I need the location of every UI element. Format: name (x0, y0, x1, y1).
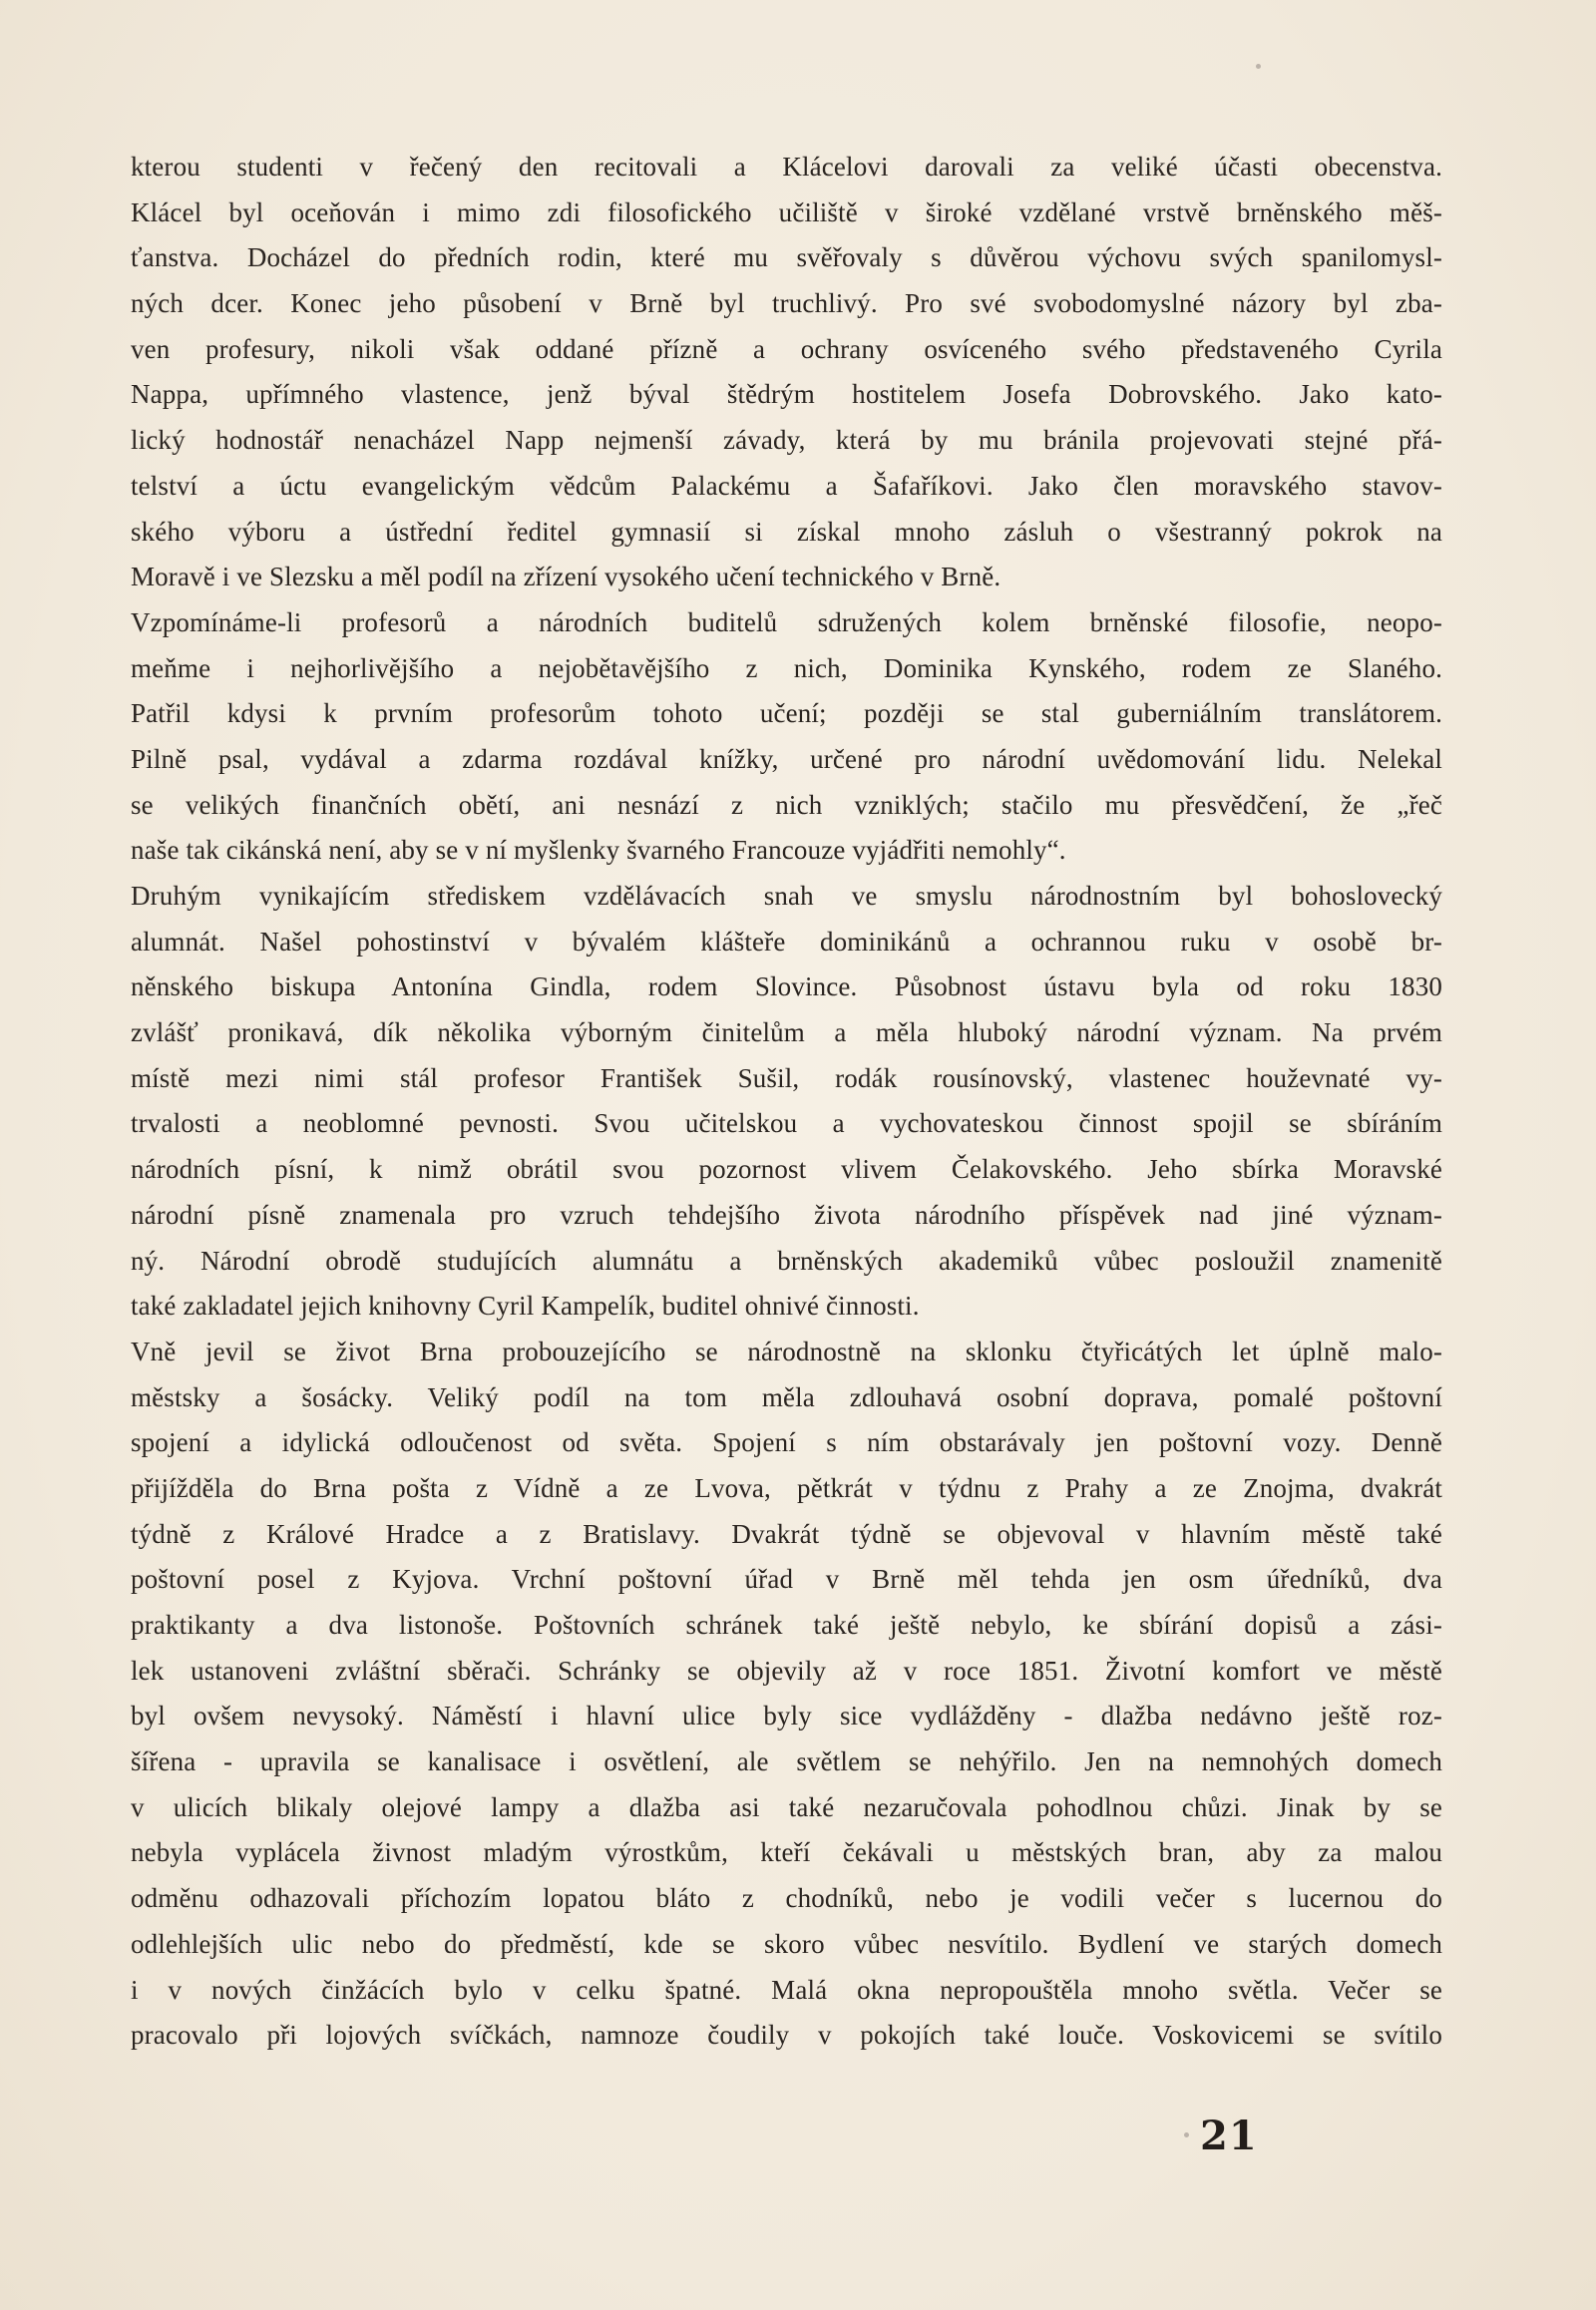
text-line: ven profesury, nikoli však oddané přízně a ochrany osvíceného svého představeného Cyrila (131, 333, 1442, 364)
text-line: pracovalo při lojových svíčkách, namnoze čoudily v pokojích také louče. Voskovicemi se svítilo (131, 2020, 1442, 2051)
text-line: se velikých finančních obětí, ani nesnází z nich vzniklých; stačilo mu přesvědčení, že „řeč (131, 789, 1442, 820)
text-line: Patřil kdysi k prvním profesorům tohoto učení; později se stal guberniálním translátorem. (131, 698, 1442, 729)
text-line: byl ovšem nevysoký. Náměstí i hlavní ulice byly sice vydlážděny - dlažba nedávno ještě roz- (131, 1701, 1442, 1732)
text-line: národní písně znamenala pro vzruch tehdejšího života národního příspěvek nad jiné význam- (131, 1199, 1442, 1230)
text-line: lek ustanoveni zvláštní sběrači. Schránky se objevily až v roce 1851. Životní komfort ve městě (131, 1655, 1442, 1686)
paragraph (131, 1330, 1442, 2059)
text-line: alumnát. Našel pohostinství v bývalém klášteře dominikánů a ochrannou ruku v osobě br- (131, 926, 1442, 957)
text-line: spojení a idylická odloučenost od světa. Spojení s ním obstarávaly jen poštovní vozy. Denně (131, 1427, 1442, 1458)
text-line: telství a úctu evangelickým vědcům Palackému a Šafaříkovi. Jako člen moravského stavov- (131, 470, 1442, 501)
text-line: místě mezi nimi stál profesor František Sušil, rodák rousínovský, vlastenec houževnaté vy- (131, 1062, 1442, 1093)
paragraph (131, 874, 1442, 1330)
text-line: kterou studenti v řečený den recitovali a Klácelovi darovali za veliké účasti obecenstva. (131, 152, 1442, 182)
text-line: přijížděla do Brna pošta z Vídně a ze Lvova, pětkrát v týdnu z Prahy a ze Znojma, dvakrát (131, 1472, 1442, 1503)
text-line: ný. Národní obrodě studujících alumnátu a brněnských akademiků vůbec posloužil znamenitě (131, 1245, 1442, 1276)
text-line: trvalosti a neoblomné pevnosti. Svou učitelskou a vychovateskou činnost spojil se sbíráním (131, 1108, 1442, 1139)
text-line: Vně jevil se život Brna probouzejícího se národnostně na sklonku čtyřicátých let úplně malo- (131, 1336, 1442, 1366)
text-line: ných dcer. Konec jeho působení v Brně byl truchlivý. Pro své svobodomyslné názory byl zba- (131, 288, 1442, 319)
text-line: ského výboru a ústřední ředitel gymnasií si získal mnoho zásluh o všestranný pokrok na (131, 516, 1442, 547)
text-line: něnského biskupa Antonína Gindla, rodem Slovince. Působnost ústavu byla od roku 1830 (131, 971, 1442, 1002)
text-line: odměnu odhazovali příchozím lopatou bláto z chodníků, nebo je vodili večer s lucernou do (131, 1883, 1442, 1914)
text-line: i v nových činžácích bylo v celku špatné. Malá okna nepropouštěla mnoho světla. Večer se (131, 1974, 1442, 2005)
text-line: šířena - upravila se kanalisace i osvětlení, ale světlem se nehýřilo. Jen na nemnohých domech (131, 1746, 1442, 1777)
text-line: Moravě i ve Slezsku a měl podíl na zřízení vysokého učení technického v Brně. (131, 562, 1001, 592)
paper-speck (1184, 2132, 1189, 2137)
text-line: národních písní, k nimž obrátil svou pozornost vlivem Čelakovského. Jeho sbírka Moravské (131, 1154, 1442, 1185)
text-line: nebyla vyplácela živnost mladým výrostkům, kteří čekávali u městských bran, aby za malou (131, 1837, 1442, 1868)
text-line: v ulicích blikaly olejové lampy a dlažba asi také nezaručovala pohodlnou chůzi. Jinak by se (131, 1791, 1442, 1822)
body-text (131, 145, 1442, 2059)
text-line: naše tak cikánská není, aby se v ní myšlenky švarného Francouze vyjádřiti nemohly“. (131, 835, 1066, 866)
text-line: zvlášť pronikavá, dík několika výborným činitelům a měla hluboký národní význam. Na prvém (131, 1017, 1442, 1048)
text-line: týdně z Králové Hradce a z Bratislavy. Dvakrát týdně se objevoval v hlavním městě také (131, 1518, 1442, 1549)
text-line: Druhým vynikajícím střediskem vzdělávacích snah ve smyslu národnostním byl bohoslovecký (131, 881, 1442, 911)
paragraph (131, 600, 1442, 874)
paper-speck (1256, 64, 1261, 69)
text-line: městsky a šosácky. Veliký podíl na tom měla zdlouhavá osobní doprava, pomalé poštovní (131, 1381, 1442, 1412)
text-line: Vzpomínáme-li profesorů a národních buditelů sdružených kolem brněnské filosofie, neopo- (131, 606, 1442, 637)
text-line: Klácel byl oceňován i mimo zdi filosofického učiliště v široké vzdělané vrstvě brněnského měš- (131, 196, 1442, 227)
text-line: meňme i nejhorlivějšího a nejobětavějšího z nich, Dominika Kynského, rodem ze Slaného. (131, 652, 1442, 683)
text-line: Nappa, upřímného vlastence, jenž býval štědrým hostitelem Josefa Dobrovského. Jako kato- (131, 379, 1442, 410)
text-line: praktikanty a dva listonoše. Poštovních schránek také ještě nebylo, ke sbírání dopisů a zási- (131, 1610, 1442, 1640)
paragraph (131, 145, 1442, 600)
text-line: odlehlejších ulic nebo do předměstí, kde se skoro vůbec nesvítilo. Bydlení ve starých domech (131, 1928, 1442, 1959)
page-number: 21 (1200, 2113, 1258, 2159)
text-line: lický hodnostář nenacházel Napp nejmenší závady, která by mu bránila projevovati stejné přá- (131, 425, 1442, 456)
text-line: Pilně psal, vydával a zdarma rozdával knížky, určené pro národní uvědomování lidu. Nelekal (131, 743, 1442, 774)
text-line: také zakladatel jejich knihovny Cyril Kampelík, buditel ohnivé činnosti. (131, 1291, 920, 1322)
text-line: poštovní posel z Kyjova. Vrchní poštovní úřad v Brně měl tehda jen osm úředníků, dva (131, 1564, 1442, 1595)
text-line: ťanstva. Docházel do předních rodin, které mu svěřovaly s důvěrou výchovu svých spanilomysl- (131, 242, 1442, 273)
